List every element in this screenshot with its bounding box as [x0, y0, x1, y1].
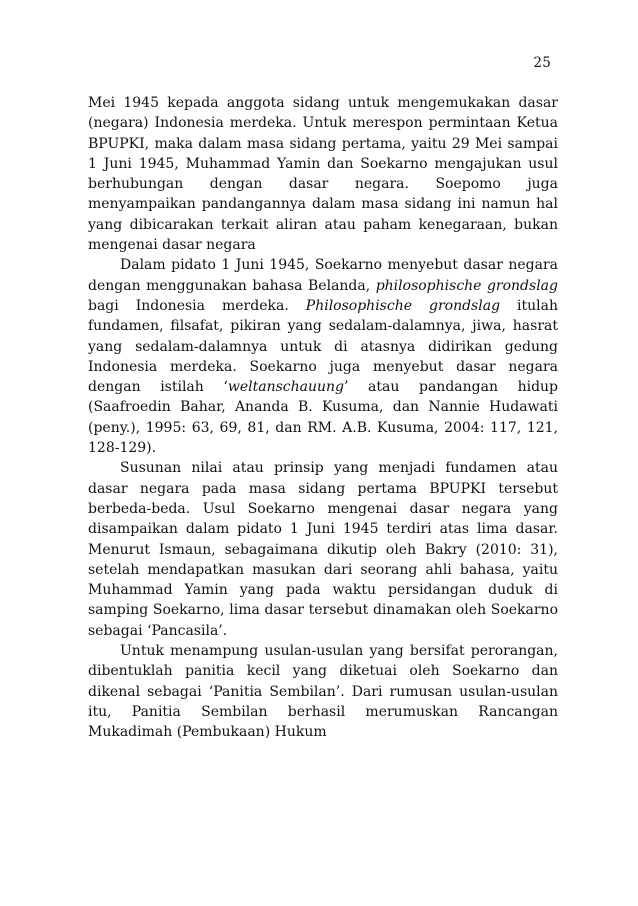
paragraph-1-text: Mei 1945 kepada anggota sidang untuk mengemukakan dasar (negara) Indonesia merdeka. Untuk merespon permintaan Ketua BPUPKI, maka dalam masa sidang pertama, yaitu 29 Mei sampai 1 Juni 1945, Muhammad Yamin dan Soekarno mengajukan usul berhubungan dengan dasar negara. Soepomo juga menyampaikan pandangannya dalam masa sidang ini namun hal yang dibicarakan terkait aliran atau paham kenegaraan, bukan mengenai dasar negara [88, 95, 558, 254]
paragraph-2-text: Dalam pidato 1 Juni 1945, Soekarno menyebut dasar negara dengan menggunakan bahasa Belanda, [88, 257, 558, 294]
page-number: 25 [533, 55, 551, 71]
paragraph-2-term-philosophische-grondslag-2: Philosophische grondslag [305, 297, 501, 314]
paragraph-2-term-philosophische-grondslag: philosophische grondslag [375, 277, 558, 294]
paragraph-1 [88, 93, 558, 255]
paragraph-4 [88, 641, 558, 742]
paragraph-3 [88, 458, 558, 641]
paragraph-2-text: ’ atau pandangan hidup (Saafroedin Bahar, Ananda B. Kusuma, dan Nannie Hudawati (peny.), 1995: 63, 69, 81, dan RM. A.B. Kusuma, 2004: 117, 121, 128-129). [88, 379, 559, 457]
paragraph-2-text: itulah fundamen, filsafat, pikiran yang sedalam-dalamnya, jiwa, hasrat yang sedalam-dalamnya untuk di atasnya didirikan gedung Indonesia merdeka. Soekarno juga menyebut dasar negara dengan istilah ‘ [88, 297, 558, 396]
paragraph-2-text: bagi Indonesia merdeka. [88, 297, 306, 314]
body-text [88, 93, 558, 743]
paragraph-2-term-weltanschauung: weltanschauung [227, 379, 344, 396]
paragraph-3-text: Susunan nilai atau prinsip yang menjadi fundamen atau dasar negara pada masa sidang pertama BPUPKI tersebut berbeda-beda. Usul Soekarno mengenai dasar negara yang disampaikan dalam pidato 1 Juni 1945 terdiri atas lima dasar. Menurut Ismaun, sebagaimana dikutip oleh Bakry (2010: 31), setelah mendapatkan masukan dari seorang ahli bahasa, yaitu Muhammad Yamin yang pada waktu persidangan duduk di samping Soekarno, lima dasar tersebut dinamakan oleh Soekarno sebagai ‘Pancasila’. [88, 460, 558, 639]
paragraph-4-text: Untuk menampung usulan-usulan yang bersifat perorangan, dibentuklah panitia kecil yang diketuai oleh Soekarno dan dikenal sebagai ‘Panitia Sembilan’. Dari rumusan usulan-usulan itu, Panitia Sembilan berhasil merumuskan Rancangan Mukadimah (Pembukaan) Hukum [88, 643, 558, 741]
paragraph-2 [88, 255, 558, 458]
